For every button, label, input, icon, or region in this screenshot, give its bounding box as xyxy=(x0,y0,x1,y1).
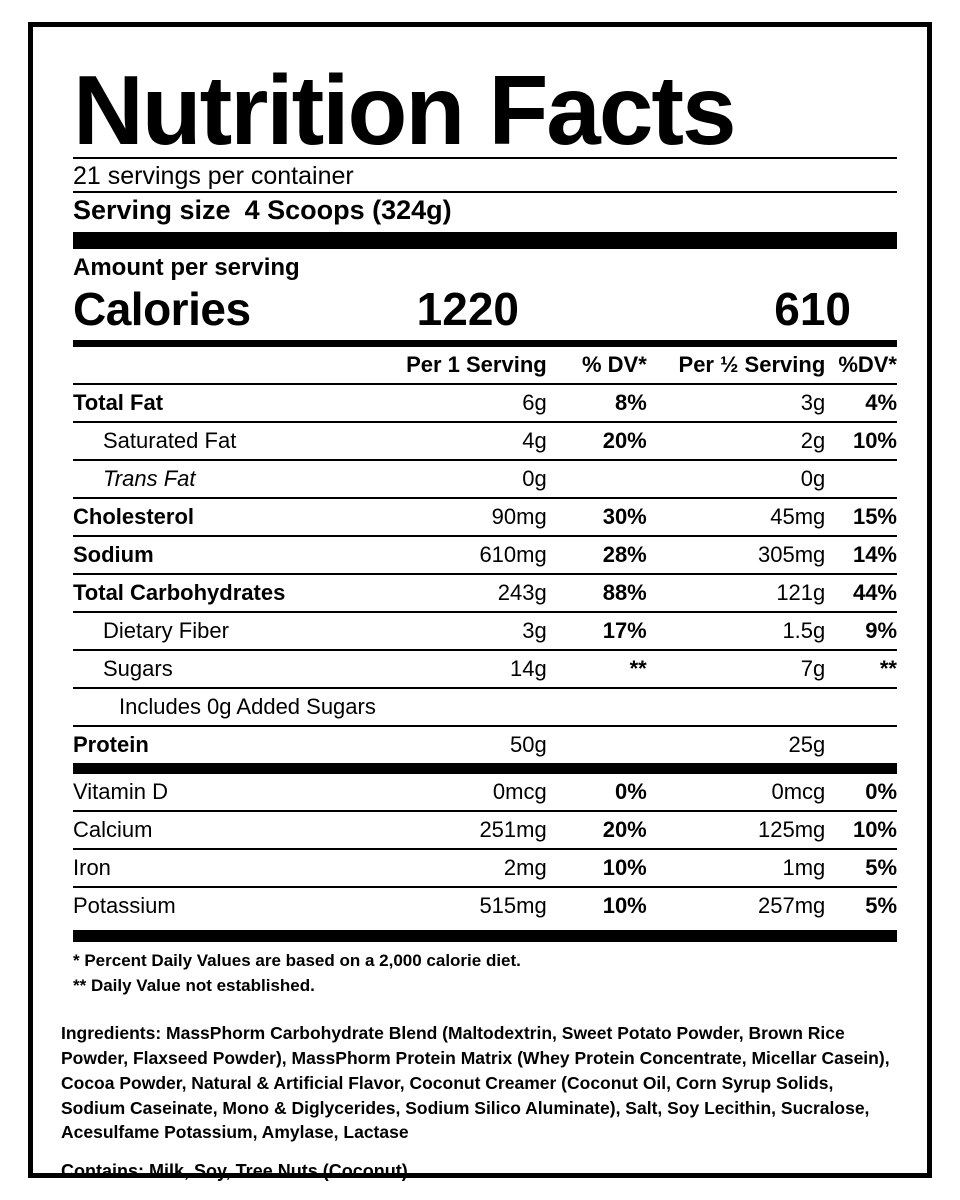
row-amount-full: 2mg xyxy=(390,849,547,887)
row-amount-full: 14g xyxy=(390,650,547,688)
row-dv-full: 0% xyxy=(547,769,669,812)
footnote-not-established: ** Daily Value not established. xyxy=(73,975,315,995)
divider-thick-band xyxy=(73,232,897,249)
ingredients-text: Ingredients: MassPhorm Carbohydrate Blend (Maltodextrin, Sweet Potato Powder, Brown Rice Powder, Flaxseed Powder), MassPhorm Protein Matrix (Whey Protein Concentrate, Micellar Casein), Cocoa Powder, Natural & Artificial Flavor, Coconut Creamer (Coconut Oil, Corn Syrup Solids, Sodium Caseinate, Mono & Diglycerides, Sodium Silico Aluminate), Salt, Soy Lecithin, Sucralose, Acesulfame Potassium, Amylase, Lactase xyxy=(61,1023,890,1143)
row-name: Total Fat xyxy=(73,384,390,422)
row-dv-full: 30% xyxy=(547,498,669,536)
row-amount-full xyxy=(390,688,547,726)
row-dv-full: 10% xyxy=(547,849,669,887)
table-row xyxy=(73,726,897,769)
table-row xyxy=(73,422,897,460)
row-amount-full: 251mg xyxy=(390,811,547,849)
row-dv-full: 20% xyxy=(547,811,669,849)
header-dv-2: %DV* xyxy=(825,344,897,385)
row-amount-half: 305mg xyxy=(669,536,826,574)
row-amount-half: 1mg xyxy=(669,849,826,887)
nutrient-table-body xyxy=(73,344,897,925)
table-row xyxy=(73,384,897,422)
row-amount-full: 0g xyxy=(390,460,547,498)
row-amount-full: 243g xyxy=(390,574,547,612)
row-dv-half: 10% xyxy=(825,811,897,849)
row-dv-full: 88% xyxy=(547,574,669,612)
table-row xyxy=(73,688,897,726)
table-row xyxy=(73,650,897,688)
table-header-row xyxy=(73,344,897,385)
divider-bottom-band xyxy=(73,930,897,942)
row-dv-half xyxy=(825,460,897,498)
nutrition-facts-inner xyxy=(73,55,897,998)
page-title: Nutrition Facts xyxy=(73,55,735,165)
table-row xyxy=(73,536,897,574)
row-amount-full: 0mcg xyxy=(390,769,547,812)
row-amount-half: 45mg xyxy=(669,498,826,536)
row-amount-half xyxy=(669,688,826,726)
amount-per-serving-label: Amount per serving xyxy=(73,254,300,282)
nutrition-facts-panel xyxy=(28,22,932,1178)
serving-size-label: Serving size xyxy=(73,195,231,226)
contains-text: Contains: Milk, Soy, Tree Nuts (Coconut) xyxy=(61,1161,408,1182)
row-dv-half: ** xyxy=(825,650,897,688)
row-amount-full: 50g xyxy=(390,726,547,769)
row-name: Potassium xyxy=(73,887,390,924)
calories-value-full: 1220 xyxy=(416,283,519,336)
row-dv-full: 10% xyxy=(547,887,669,924)
table-row xyxy=(73,612,897,650)
row-name: Includes 0g Added Sugars xyxy=(73,688,390,726)
footnote-daily-value: * Percent Daily Values are based on a 2,000 calorie diet. xyxy=(73,951,521,971)
row-dv-full: ** xyxy=(547,650,669,688)
table-row xyxy=(73,849,897,887)
table-row xyxy=(73,769,897,812)
nutrient-table xyxy=(73,340,897,924)
row-name: Trans Fat xyxy=(73,460,390,498)
header-dv-1: % DV* xyxy=(547,344,669,385)
row-dv-half xyxy=(825,726,897,769)
row-dv-full: 8% xyxy=(547,384,669,422)
row-dv-half: 14% xyxy=(825,536,897,574)
row-amount-half: 0mcg xyxy=(669,769,826,812)
row-amount-half: 0g xyxy=(669,460,826,498)
row-amount-half: 257mg xyxy=(669,887,826,924)
row-amount-full: 3g xyxy=(390,612,547,650)
calories-row xyxy=(73,282,897,340)
row-name: Saturated Fat xyxy=(73,422,390,460)
table-row xyxy=(73,574,897,612)
row-dv-half xyxy=(825,688,897,726)
row-dv-half: 4% xyxy=(825,384,897,422)
row-amount-half: 25g xyxy=(669,726,826,769)
header-per-half-serving: Per ½ Serving xyxy=(669,344,826,385)
row-dv-half: 10% xyxy=(825,422,897,460)
row-amount-half: 121g xyxy=(669,574,826,612)
row-dv-full: 17% xyxy=(547,612,669,650)
row-name: Iron xyxy=(73,849,390,887)
calories-value-half: 610 xyxy=(774,283,851,336)
table-row xyxy=(73,811,897,849)
header-blank xyxy=(73,344,390,385)
row-name: Total Carbohydrates xyxy=(73,574,390,612)
row-name: Cholesterol xyxy=(73,498,390,536)
calories-label: Calories xyxy=(73,283,251,336)
row-dv-full xyxy=(547,726,669,769)
row-dv-half: 44% xyxy=(825,574,897,612)
row-name: Calcium xyxy=(73,811,390,849)
row-name: Sugars xyxy=(73,650,390,688)
row-amount-full: 4g xyxy=(390,422,547,460)
row-amount-half: 7g xyxy=(669,650,826,688)
row-name: Vitamin D xyxy=(73,769,390,812)
row-amount-full: 90mg xyxy=(390,498,547,536)
table-row xyxy=(73,887,897,924)
row-dv-half: 9% xyxy=(825,612,897,650)
row-dv-full: 20% xyxy=(547,422,669,460)
table-row xyxy=(73,460,897,498)
row-dv-full xyxy=(547,688,669,726)
row-dv-half: 5% xyxy=(825,849,897,887)
row-dv-half: 15% xyxy=(825,498,897,536)
row-amount-full: 610mg xyxy=(390,536,547,574)
row-amount-half: 3g xyxy=(669,384,826,422)
row-dv-full xyxy=(547,460,669,498)
row-name: Sodium xyxy=(73,536,390,574)
row-amount-half: 125mg xyxy=(669,811,826,849)
row-amount-half: 1.5g xyxy=(669,612,826,650)
footnotes xyxy=(73,942,897,998)
header-per-1-serving: Per 1 Serving xyxy=(390,344,547,385)
row-dv-half: 5% xyxy=(825,887,897,924)
row-name: Protein xyxy=(73,726,390,769)
row-amount-full: 515mg xyxy=(390,887,547,924)
serving-size-value: 4 Scoops (324g) xyxy=(244,195,452,226)
ingredients-block xyxy=(61,1008,918,1182)
row-amount-full: 6g xyxy=(390,384,547,422)
row-amount-half: 2g xyxy=(669,422,826,460)
row-dv-half: 0% xyxy=(825,769,897,812)
serving-size-row xyxy=(73,193,897,232)
row-dv-full: 28% xyxy=(547,536,669,574)
table-row xyxy=(73,498,897,536)
row-name: Dietary Fiber xyxy=(73,612,390,650)
servings-per-container: 21 servings per container xyxy=(73,162,354,191)
